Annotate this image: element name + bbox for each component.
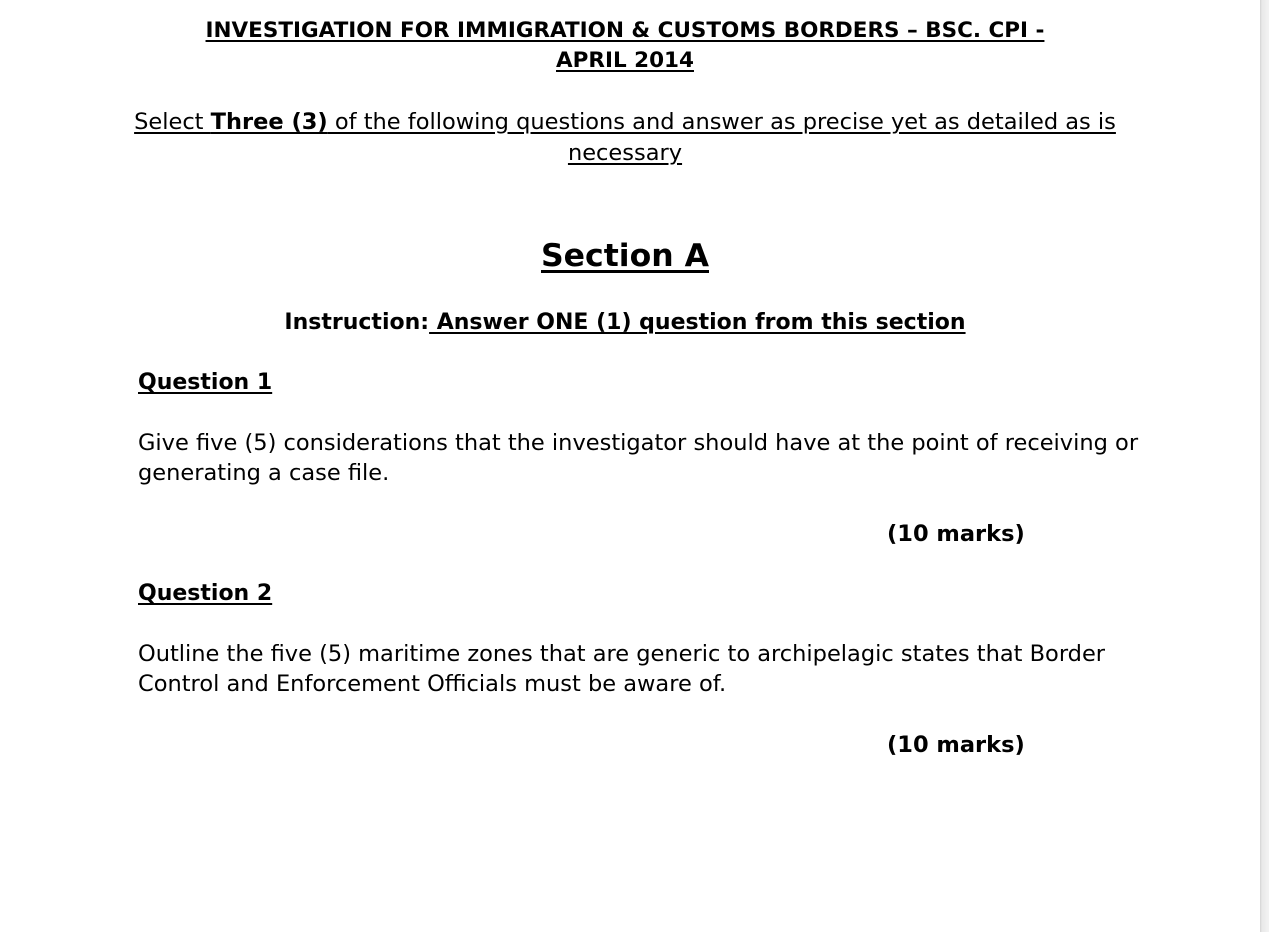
question-1-heading: Question 1 (138, 370, 273, 395)
instruction-label: Instruction: (284, 310, 430, 335)
instruction-text: Answer ONE (1) question from this section (429, 310, 966, 335)
page-edge-shadow (1260, 0, 1269, 932)
selection-prefix: Select (134, 109, 211, 135)
selection-count: Three (3) (210, 109, 328, 135)
document-title-line-1: INVESTIGATION FOR IMMIGRATION & CUSTOMS BORDERS – BSC. CPI - (205, 18, 1045, 43)
question-1-text-line-1: Give five (5) considerations that the investigator should have at the point of receiving or (138, 430, 1139, 456)
question-2-heading: Question 2 (138, 581, 273, 606)
section-instruction (0, 312, 1250, 334)
question-2-text-line-1: Outline the five (5) maritime zones that are generic to archipelagic states that Border (138, 641, 1106, 667)
selection-rest: of the following questions and answer as precise yet as detailed as is (327, 109, 1116, 135)
selection-instruction-line-2: necessary (567, 140, 683, 166)
selection-instruction-line-1 (0, 111, 1250, 134)
question-2-text-line-2: Control and Enforcement Officials must be aware of. (138, 671, 727, 697)
question-1-marks: (10 marks) (887, 521, 1025, 547)
question-1-text-line-2: generating a case file. (138, 460, 390, 486)
section-heading: Section A (541, 238, 709, 274)
document-title-line-2: APRIL 2014 (556, 48, 694, 73)
question-2-marks: (10 marks) (887, 732, 1025, 758)
